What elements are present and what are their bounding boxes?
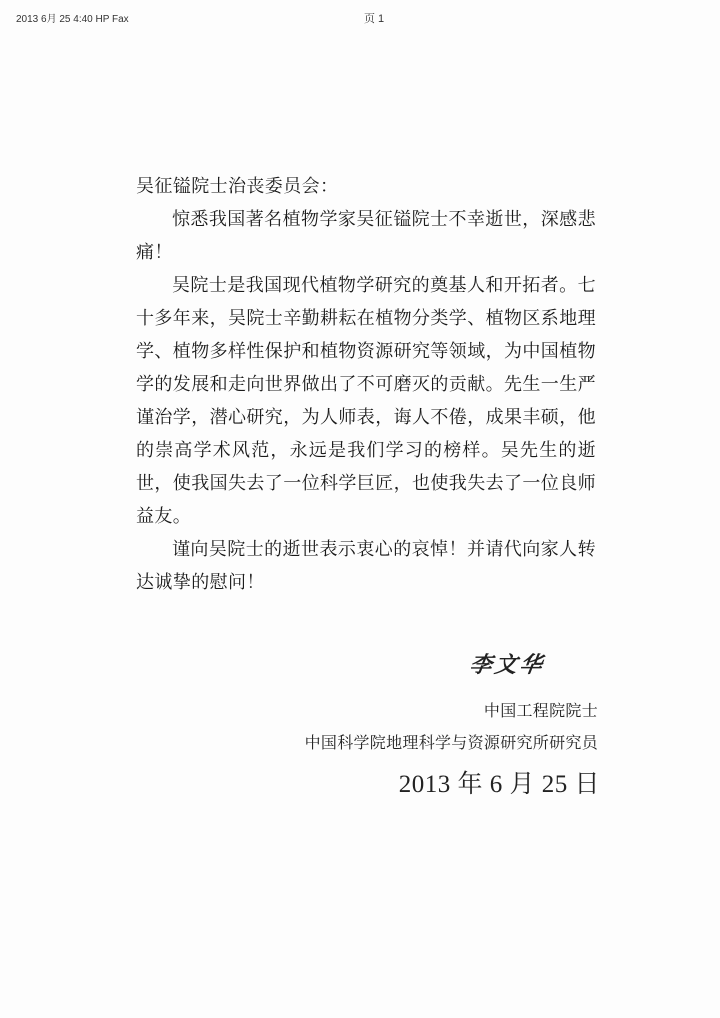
- signer-title-2: 中国科学院地理科学与资源研究所研究员: [304, 733, 598, 752]
- fax-page-number: 页 1: [364, 13, 385, 25]
- fax-transmission-info: 2013 6月 25 4:40 HP Fax: [16, 14, 129, 25]
- handwritten-signature: 李文华: [467, 652, 547, 678]
- letter-paragraph-3: 谨向吴院士的逝世表示衷心的哀悼！并请代向家人转达诚挚的慰问！: [136, 539, 596, 593]
- letter-body: [136, 170, 596, 599]
- fax-header: [0, 10, 720, 30]
- letter-paragraph-2: 吴院士是我国现代植物学研究的奠基人和开拓者。七十多年来，吴院士辛勤耕耘在植物分类学、植物区系地理学、植物多样性保护和植物资源研究等领域，为中国植物学的发展和走向世界做出了不可磨灭的贡献。先生一生严谨治学，潜心研究，为人师表，诲人不倦，成果丰硕，他的崇高学术风范，永远是我们学习的榜样。吴先生的逝世，使我国失去了一位科学巨匠，也使我失去了一位良师益友。: [136, 275, 596, 527]
- letter-date: 2013 年 6 月 25 日: [398, 771, 600, 798]
- letter-salutation: 吴征镒院士治丧委员会：: [136, 176, 339, 197]
- signer-title-1: 中国工程院院士: [483, 701, 598, 720]
- letter-paragraph-1: 惊悉我国著名植物学家吴征镒院士不幸逝世，深感悲痛！: [136, 209, 596, 263]
